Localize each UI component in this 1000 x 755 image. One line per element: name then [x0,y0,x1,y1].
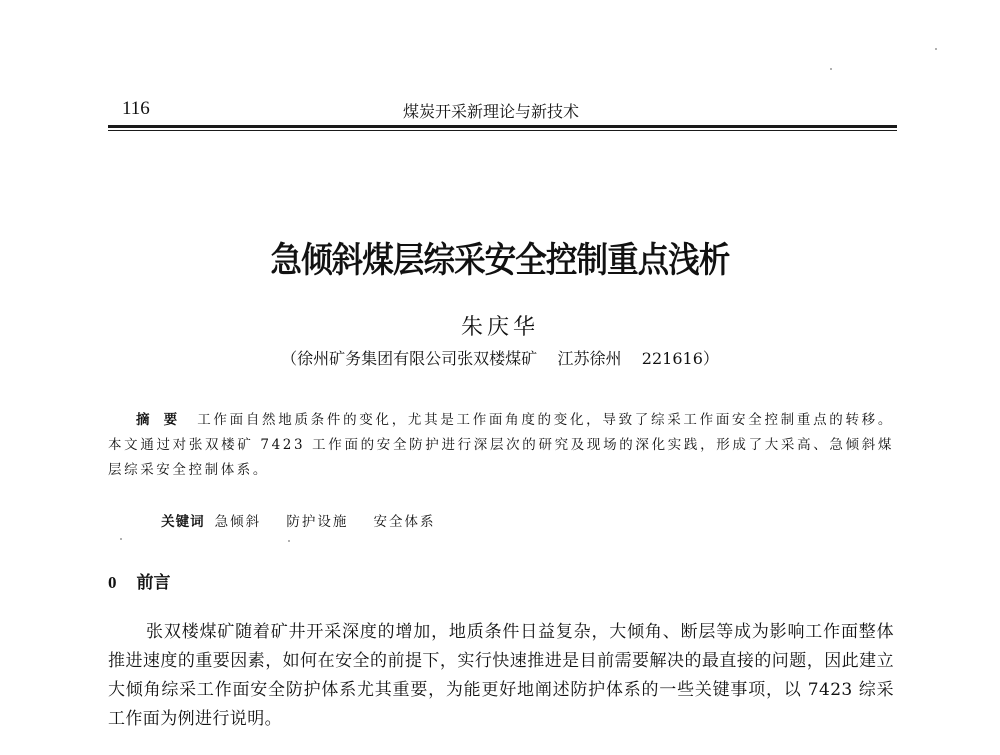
header-rule [108,125,897,128]
keywords-label: 关键词 [161,514,205,530]
running-header-journal-title: 煤炭开采新理论与新技术 [403,102,580,121]
author-name: 朱庆华 [460,315,539,340]
scan-speck [830,68,832,70]
page-number: 116 [122,98,150,119]
scan-speck [935,48,937,50]
article-title: 急倾斜煤层综采安全控制重点浅析 [270,241,730,281]
abstract-label: 摘要 [136,412,192,428]
abstract-text: 工作面自然地质条件的变化，尤其是工作面角度的变化，导致了综采工作面安全控制重点的转移。本文通过对张双楼矿 7423 工作面的安全防护进行深层次的研究及现场的深化实践，形成了大采高、急倾斜煤层综采安全控制体系。 [108,412,894,478]
header-rule-thin [108,130,897,131]
author-affiliation: （徐州矿务集团有限公司张双楼煤矿 江苏徐州 221616） [281,349,719,368]
section-number: 0 [108,573,117,592]
keywords-text: 急倾斜 防护设施 安全体系 [214,514,436,530]
keywords [136,494,436,546]
scan-speck [288,540,290,542]
body-paragraph: 张双楼煤矿随着矿井开采深度的增加，地质条件日益复杂，大倾角、断层等成为影响工作面整体推进速度的重要因素，如何在安全的前提下，实行快速推进是目前需要解决的最直接的问题，因此建立大倾角综采工作面安全防护体系尤其重要，为能更好地阐述防护体系的一些关键事项，以 7423 综采工作面为例进行说明。 [108,622,894,729]
abstract [108,408,894,483]
section-heading [108,568,171,593]
scan-speck [120,538,122,540]
section-title: 前言 [136,573,171,593]
